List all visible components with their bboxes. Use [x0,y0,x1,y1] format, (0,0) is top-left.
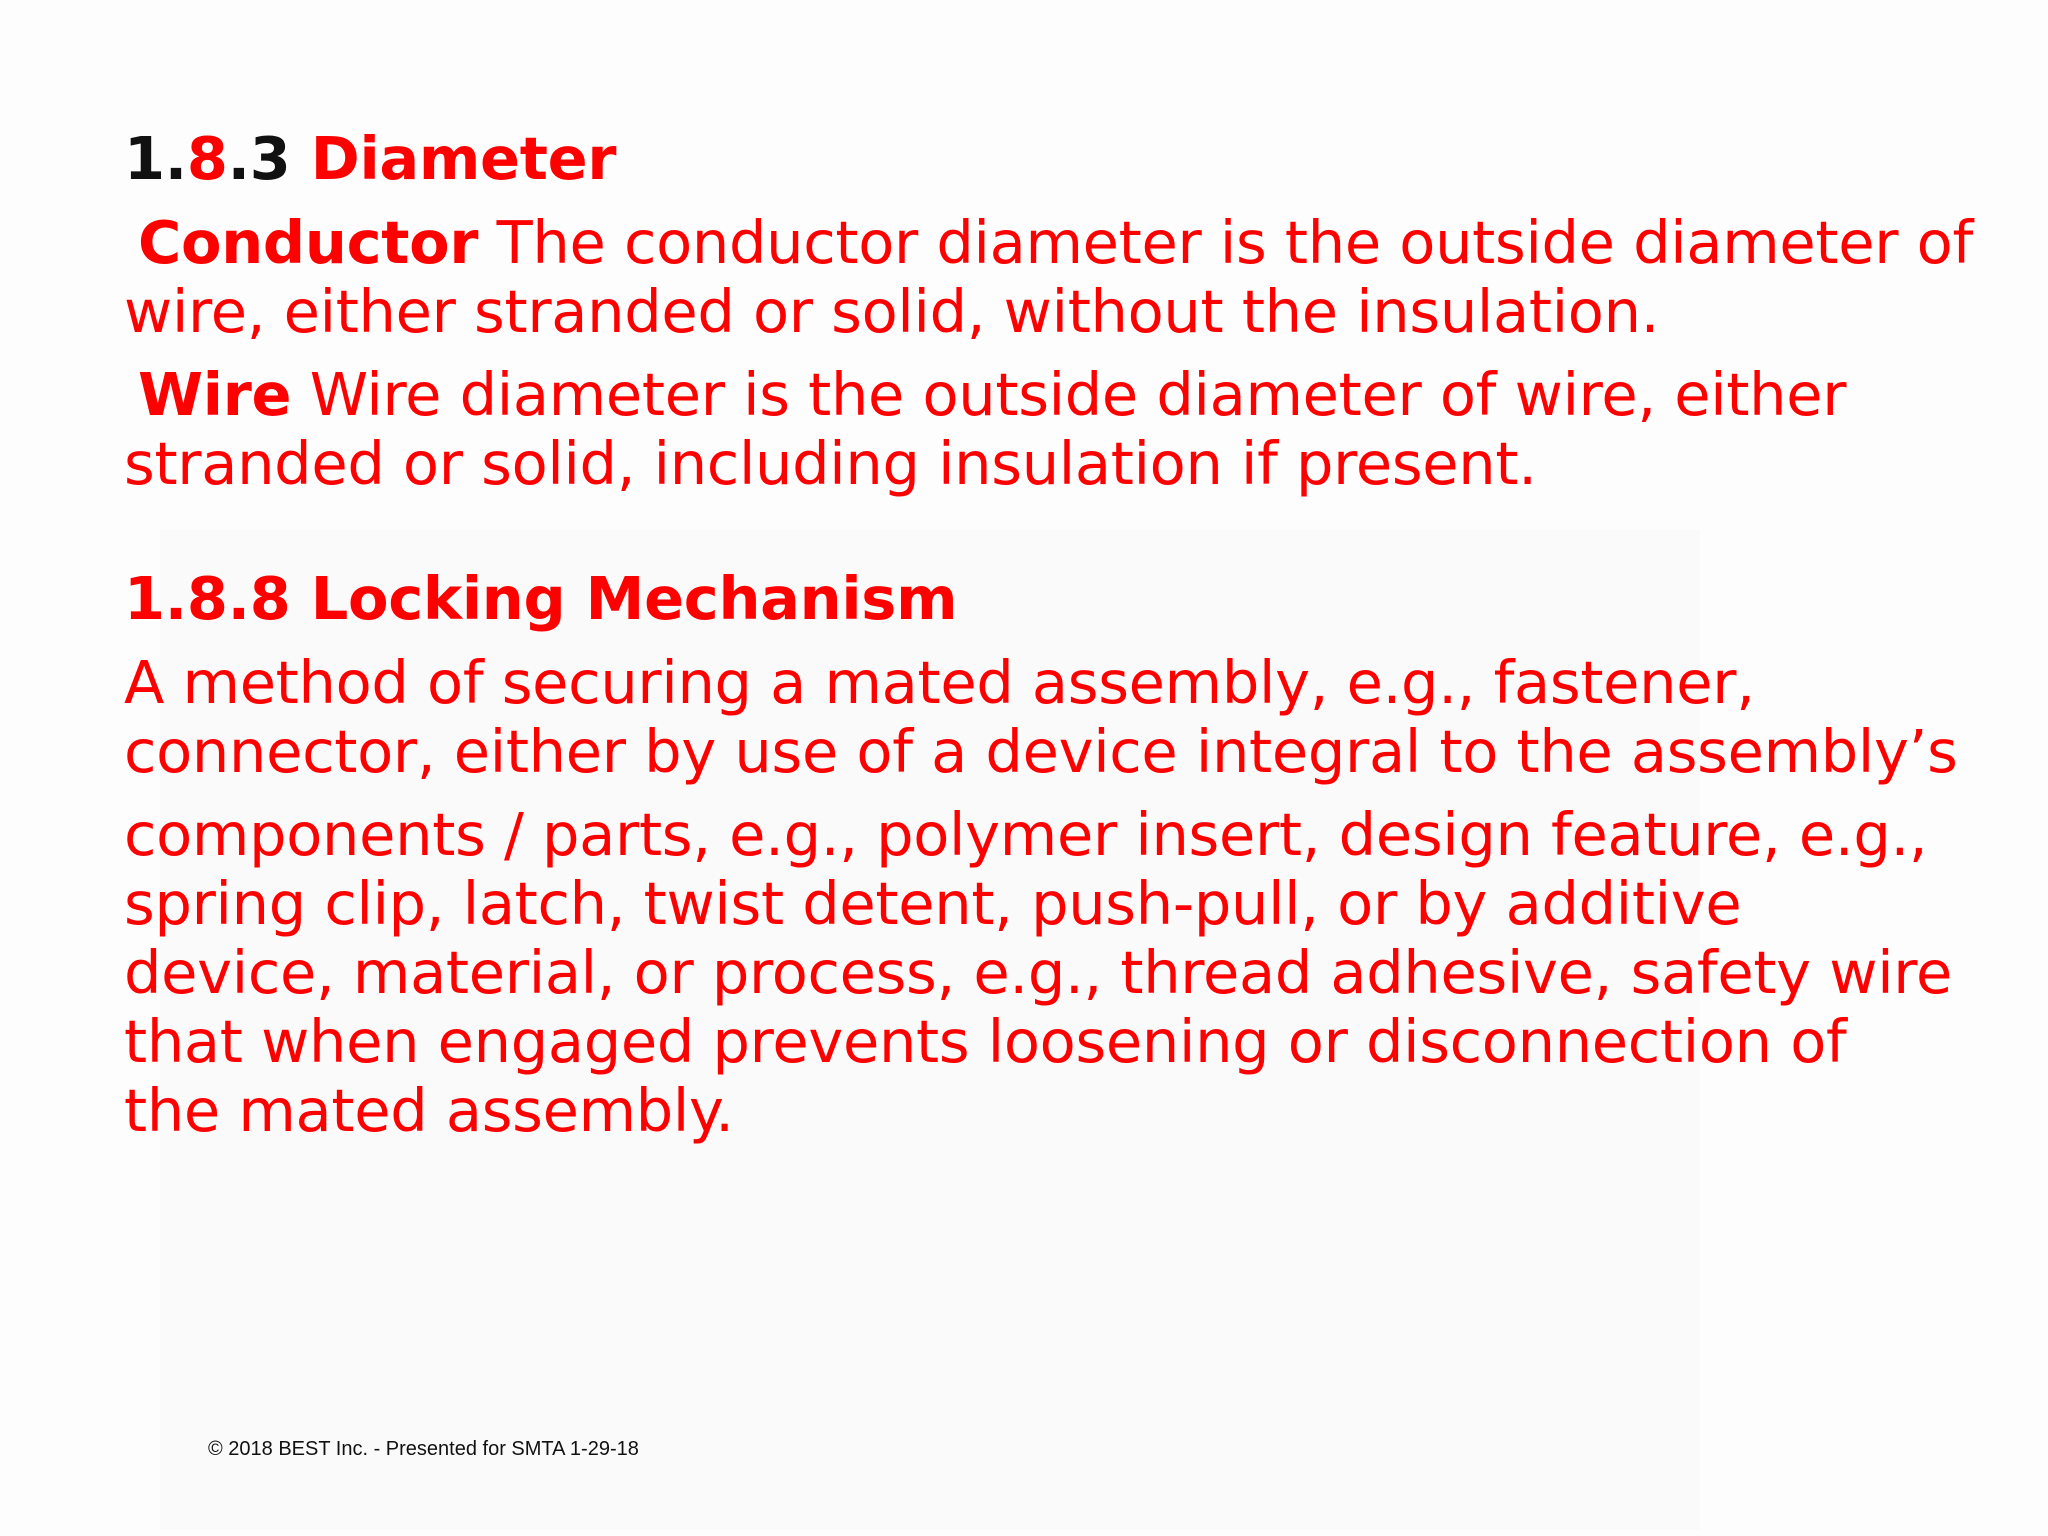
conductor-term: Conductor [138,208,479,277]
slide-content [124,120,2004,1145]
locking-definition-part-2 [124,800,2004,1145]
locking-line-3: components / parts, e.g., polymer insert, design feature, e.g., [124,800,1928,869]
wire-definition [124,360,2004,498]
conductor-text: The conductor diameter is the outside diameter of [496,208,1973,277]
section-number-part-c: .3 [227,124,291,193]
section-heading-locking-mechanism: 1.8.8 Locking Mechanism [124,564,958,633]
section-title-diameter: Diameter [310,124,617,193]
section-number-part-a: 1. [124,124,187,193]
conductor-text-2: wire, either stranded or solid, without the insulation. [124,277,1660,346]
locking-line-1: A method of securing a mated assembly, e.g., fastener, [124,648,1755,717]
locking-line-2: connector, either by use of a device integral to the assembly’s [124,717,1958,786]
locking-line-7: the mated assembly. [124,1076,734,1145]
wire-text-2: stranded or solid, including insulation if present. [124,429,1537,498]
locking-definition-part-1 [124,648,2004,786]
copyright-footer: © 2018 BEST Inc. - Presented for SMTA 1-29-18 [208,1438,639,1460]
wire-term: Wire [138,360,292,429]
locking-line-6: that when engaged prevents loosening or disconnection of [124,1007,1847,1076]
locking-line-5: device, material, or process, e.g., thread adhesive, safety wire [124,938,1952,1007]
conductor-definition [124,208,2004,346]
section-number-part-b: 8 [186,124,228,193]
section-heading-diameter [124,120,2004,198]
wire-text: Wire diameter is the outside diameter of wire, either [309,360,1847,429]
locking-line-4: spring clip, latch, twist detent, push-pull, or by additive [124,869,1742,938]
